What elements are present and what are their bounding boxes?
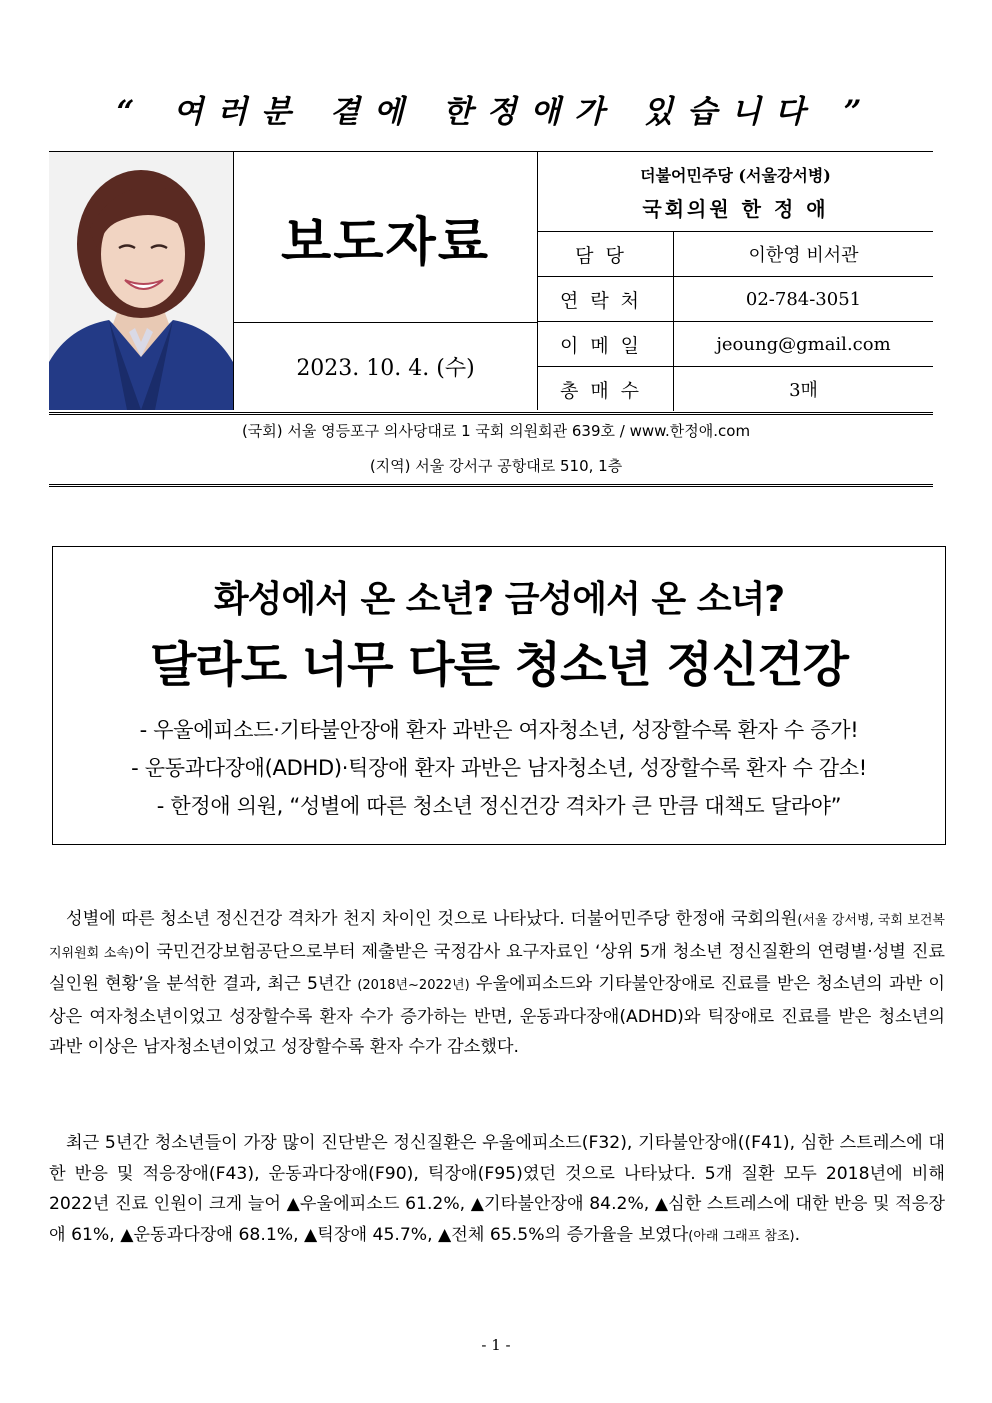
party-name: 더불어민주당 (서울강서병): [640, 166, 831, 185]
headline-title: 달라도 너무 다른 청소년 정신건강: [150, 637, 848, 693]
info-value: 이한영 비서관: [748, 245, 859, 266]
headline-box: [52, 546, 946, 845]
body-small-note: (아래 그래프 참조): [688, 1228, 795, 1244]
headline-bullet: - 우울에피소드·기타불안장애 환자 과반은 여자청소년, 성장할수록 환자 수 증가!: [139, 718, 859, 742]
body-text-run: 성별에 따른 청소년 정신건강 격차가 천지 차이인 것으로 나타났다. 더불어민주당 한정애 국회의원: [66, 909, 798, 929]
local-address: (지역) 서울 강서구 공항대로 510, 1층: [369, 457, 623, 475]
info-value: jeoung@gmail.com: [716, 333, 891, 355]
headline-bullets: [53, 711, 945, 825]
portrait-photo: [49, 152, 234, 410]
slogan: “ 여러분 곁에 한정애가 있습니다 ”: [116, 94, 876, 130]
info-row-phone: [538, 277, 933, 322]
press-release-title: 보도자료: [281, 212, 490, 273]
info-label: 이메일: [538, 322, 674, 366]
body-small-note: (서울 강서병, 국회 보건복지위원회 소속): [49, 913, 945, 961]
info-row-page-count: [538, 367, 933, 411]
headline-subtitle: 화성에서 온 소년? 금성에서 온 소녀?: [213, 579, 785, 620]
body-text-run: 우울에피소드와 기타불안장애로 진료를 받은 청소년의 과반 이상은 여자청소년이었고 성장할수록 환자 수가 증가하는 반면, 운동과다장애(ADHD)와 틱장애로 진료를 받은 청소년의 과반 이상은 남자청소년이었고 성장할수록 환자 수가 감소했다.: [49, 974, 945, 1057]
assembly-address: (국회) 서울 영등포구 의사당대로 1 국회 의원회관 639호 / www.한정애.com: [241, 422, 751, 440]
body-paragraph-2: [49, 1128, 945, 1252]
body-text-run: 이 국민건강보험공단으로부터 제출받은 국정감사 요구자료인 ‘상위 5개 청소년 정신질환의 연령별·성별 진료 실인원 현황’을 분석한 결과, 최근 5년간: [49, 941, 945, 994]
info-label: 총매수: [538, 367, 674, 411]
organization-cell: [538, 152, 933, 232]
press-header: [49, 151, 933, 415]
address-divider: [49, 484, 933, 487]
info-label: 연락처: [538, 277, 674, 321]
info-value: 02-784-3051: [745, 288, 862, 310]
body-small-note: (2018년~2022년): [357, 978, 470, 993]
press-release-title-cell: [234, 152, 538, 323]
headline-bullet: - 운동과다장애(ADHD)·틱장애 환자 과반은 남자청소년, 성장할수록 환자 수 감소!: [131, 756, 867, 780]
page-number: - 1 -: [481, 1336, 511, 1354]
body-text-run: 최근 5년간 청소년들이 가장 많이 진단받은 정신질환은 우울에피소드(F32), 기타불안장애((F41), 심한 스트레스에 대한 반응 및 적응장애(F43), 운동과다장애(F90), 틱장애(F95)였던 것으로 나타났다. 5개 질환 모두 2018년에 비해 2022년 진료 인원이 크게 늘어 ▲우울에피소드 61.2%, ▲기타불안장애 84.2%, ▲심한 스트레스에 대한 반응 및 적응장애 61%, ▲운동과다장애 68.1%, ▲틱장애 45.7%, ▲전체 65.5%의 증가율을 보였다: [49, 1133, 945, 1245]
body-paragraph-1: [49, 904, 945, 1063]
headline-bullet: - 한정애 의원, “성별에 따른 청소년 정신건강 격차가 큰 만큼 대책도 달라야”: [156, 794, 842, 818]
info-label: 담당: [538, 232, 674, 276]
member-name: 국회의원 한 정 애: [642, 197, 829, 221]
info-value: 3매: [789, 380, 818, 401]
body-text-run: .: [794, 1224, 801, 1245]
info-row-contact-person: [538, 232, 933, 277]
release-date: 2023. 10. 4. (수): [234, 323, 538, 410]
info-row-email: [538, 322, 933, 367]
